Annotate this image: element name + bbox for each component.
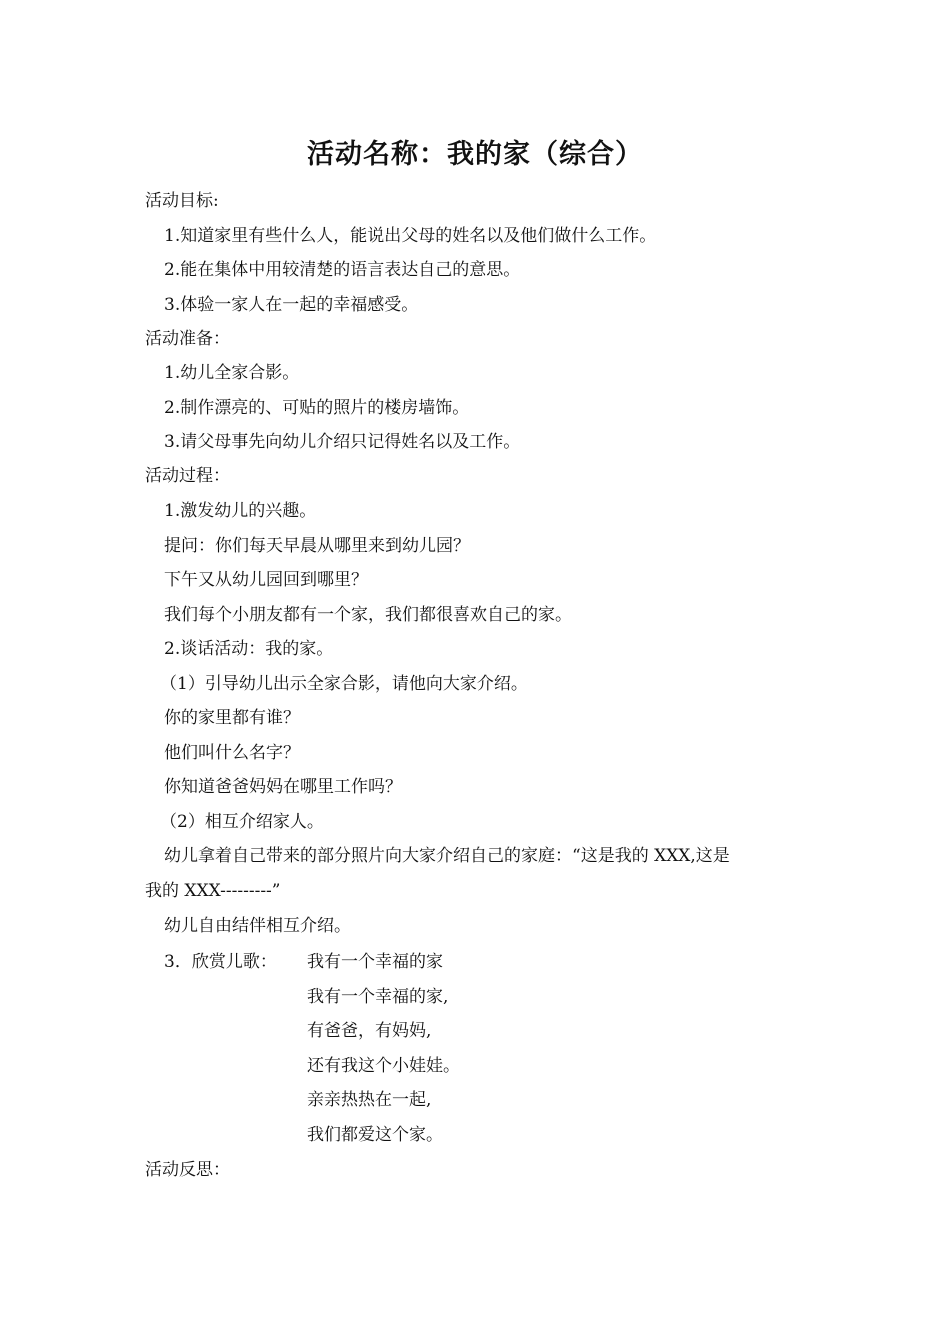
poem-line: 亲亲热热在一起,: [307, 1090, 432, 1110]
process-item: 1.激发幼儿的兴趣。: [164, 501, 317, 521]
prep-heading: 活动准备：: [145, 329, 230, 349]
process-heading: 活动过程：: [145, 466, 230, 486]
prep-item: 3.请父母事先向幼儿介绍只记得姓名以及工作。: [164, 432, 521, 452]
goal-item: 1.知道家里有些什么人，能说出父母的姓名以及他们做什么工作。: [164, 226, 657, 246]
prep-item: 1.幼儿全家合影。: [164, 363, 300, 383]
process-item: 你知道爸爸妈妈在哪里工作吗？: [164, 777, 402, 797]
document-title: 活动名称：我的家（综合）: [307, 139, 643, 170]
poem-line: 我们都爱这个家。: [307, 1125, 443, 1145]
process-item: 他们叫什么名字？: [164, 743, 300, 763]
prep-item: 2.制作漂亮的、可贴的照片的楼房墙饰。: [164, 398, 470, 418]
reflection-heading: 活动反思：: [145, 1160, 230, 1180]
process-item: （1）引导幼儿出示全家合影，请他向大家介绍。: [160, 674, 528, 694]
poem-line: 还有我这个小娃娃。: [307, 1056, 460, 1076]
goal-item: 3.体验一家人在一起的幸福感受。: [164, 295, 419, 315]
process-item: 下午又从幼儿园回到哪里？: [164, 570, 368, 590]
process-item: 我的 XXX---------”: [145, 881, 281, 901]
process-item: 幼儿拿着自己带来的部分照片向大家介绍自己的家庭：“这是我的 XXX,这是: [164, 846, 730, 866]
poem-label: 3．欣赏儿歌：: [164, 952, 277, 972]
process-item: （2）相互介绍家人。: [160, 812, 324, 832]
poem-line: 有爸爸，有妈妈,: [307, 1021, 432, 1041]
goals-heading: 活动目标:: [145, 191, 219, 211]
poem-line: 我有一个幸福的家,: [307, 987, 449, 1007]
goal-item: 2.能在集体中用较清楚的语言表达自己的意思。: [164, 260, 521, 280]
process-item: 我们每个小朋友都有一个家，我们都很喜欢自己的家。: [164, 605, 572, 625]
process-item: 2.谈话活动：我的家。: [164, 639, 334, 659]
process-item: 提问：你们每天早晨从哪里来到幼儿园？: [164, 536, 470, 556]
poem-line: 我有一个幸福的家: [307, 952, 443, 972]
process-item: 你的家里都有谁？: [164, 708, 300, 728]
process-item: 幼儿自由结伴相互介绍。: [164, 916, 351, 936]
